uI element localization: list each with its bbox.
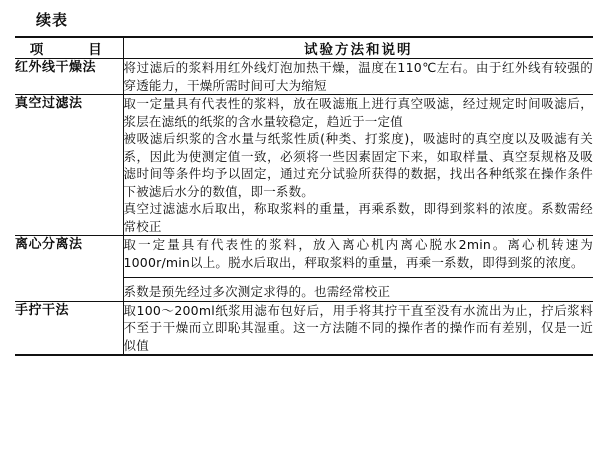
row-body-infrared-drying xyxy=(123,59,593,95)
column-header-item: 项 目 xyxy=(15,37,123,59)
paragraph: 取一定量具有代表性的浆料，放入离心机内离心脱水2min。离心机转速为1000r/min以上。脱水后取出，秤取浆料的重量，再乘一系数，即得到浆的浓度。 xyxy=(123,237,593,270)
row-body-vacuum-filtration xyxy=(123,95,593,236)
row-label-infrared-drying: 红外线干燥法 xyxy=(15,59,123,95)
page-title: 续表 xyxy=(36,11,69,29)
paragraph: 被吸滤后织浆的含水量与纸浆性质(种类、打浆度)，吸滤时的真空度以及吸滤有关系，因此为使测定值一致，必须将一些因素固定下来，如取样量、真空泵规格及吸滤时间等条件均予以固定，通过充分试验所获得的数据，找出各种纸浆在操作条件下被滤后水分的数值，即一系数。 xyxy=(123,131,593,199)
table-row xyxy=(15,301,593,355)
table-header-row xyxy=(15,37,593,59)
continuation-table xyxy=(15,36,593,356)
paragraph: 真空过滤滤水后取出，称取浆料的重量，再乘系数，即得到浆料的浓度。系数需经常校正 xyxy=(123,201,593,234)
row-body-hand-wringing xyxy=(123,301,593,355)
row-body-centrifugal-separation xyxy=(123,236,593,302)
table-row xyxy=(15,95,593,236)
paragraph: 将过滤后的浆料用红外线灯泡加热干燥，温度在110℃左右。由于红外线有较强的穿透能力，干燥所需时间可大为缩短 xyxy=(123,60,593,93)
row-label-centrifugal-separation: 离心分离法 xyxy=(15,236,123,302)
row-label-vacuum-filtration: 真空过滤法 xyxy=(15,95,123,236)
table-row xyxy=(15,236,593,302)
inner-divider xyxy=(124,277,594,278)
table-row xyxy=(15,59,593,95)
column-header-method: 试验方法和说明 xyxy=(123,37,593,59)
paragraph: 取一定量具有代表性的浆料，放在吸滤瓶上进行真空吸滤，经过规定时间吸滤后，浆层在滤纸的纸浆的含水量较稳定，趋近于一定值 xyxy=(123,96,593,129)
row-label-hand-wringing: 手拧干法 xyxy=(15,301,123,355)
paragraph: 取100～200ml纸浆用滤布包好后，用手将其拧干直至没有水流出为止，拧后浆料不至于干燥而立即恥其湿重。这一方法随不同的操作者的操作而有差别，仅是一近似值 xyxy=(123,302,593,353)
paragraph: 系数是预先经过多次测定求得的。也需经常校正 xyxy=(123,284,391,299)
